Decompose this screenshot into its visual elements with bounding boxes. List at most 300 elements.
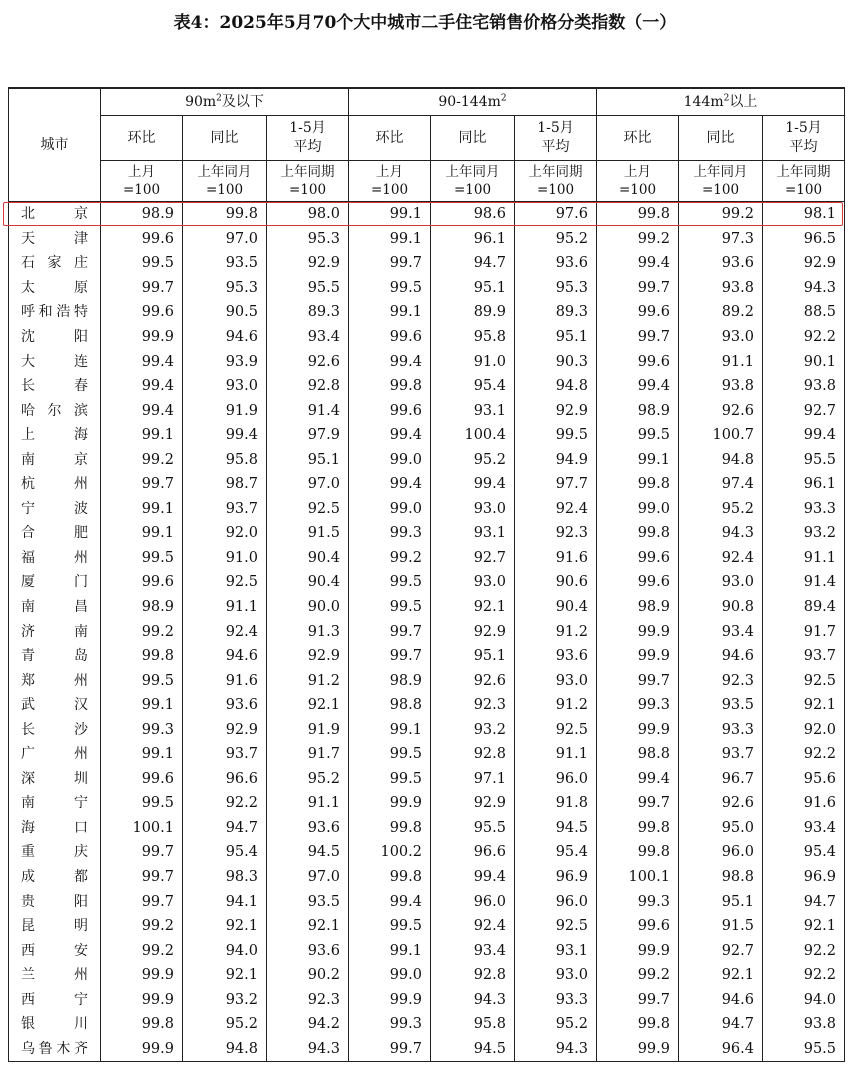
value-cell: 99.7: [101, 276, 183, 301]
value-cell: 94.3: [267, 1037, 349, 1062]
value-cell: 98.3: [183, 865, 267, 890]
city-cell: 沈阳: [9, 325, 101, 350]
value-cell: 95.1: [267, 447, 349, 472]
value-cell: 92.1: [267, 914, 349, 939]
value-cell: 91.9: [183, 398, 267, 423]
value-cell: 99.8: [349, 816, 431, 841]
table-row: [9, 717, 845, 742]
value-cell: 94.7: [183, 816, 267, 841]
value-cell: 91.5: [679, 914, 763, 939]
city-cell: 西安: [9, 938, 101, 963]
avg-header: 1-5月 平均: [763, 116, 845, 161]
city-cell: 银川: [9, 1012, 101, 1037]
value-cell: 94.0: [183, 938, 267, 963]
value-cell: 95.5: [431, 816, 515, 841]
value-cell: 96.0: [679, 840, 763, 865]
value-cell: 91.6: [763, 791, 845, 816]
value-cell: 92.9: [515, 398, 597, 423]
value-cell: 99.4: [349, 349, 431, 374]
value-cell: 99.1: [101, 497, 183, 522]
table-row: [9, 791, 845, 816]
value-cell: 100.1: [101, 816, 183, 841]
value-cell: 97.6: [515, 202, 597, 227]
value-cell: 92.2: [763, 963, 845, 988]
value-cell: 91.1: [515, 742, 597, 767]
value-cell: 99.8: [597, 1012, 679, 1037]
value-cell: 99.6: [101, 570, 183, 595]
value-cell: 94.8: [679, 447, 763, 472]
mom-header: 环比: [101, 116, 183, 161]
value-cell: 92.0: [763, 717, 845, 742]
value-cell: 99.4: [349, 472, 431, 497]
value-cell: 95.8: [183, 447, 267, 472]
value-cell: 92.7: [679, 938, 763, 963]
table-row: [9, 840, 845, 865]
value-cell: 93.0: [183, 374, 267, 399]
value-cell: 91.8: [515, 791, 597, 816]
value-cell: 93.3: [679, 717, 763, 742]
value-cell: 91.1: [183, 595, 267, 620]
value-cell: 94.2: [267, 1012, 349, 1037]
value-cell: 99.7: [349, 619, 431, 644]
value-cell: 95.3: [515, 276, 597, 301]
value-cell: 92.0: [183, 521, 267, 546]
value-cell: 94.5: [515, 816, 597, 841]
value-cell: 99.6: [597, 546, 679, 571]
value-cell: 99.7: [597, 791, 679, 816]
value-cell: 95.1: [431, 276, 515, 301]
value-cell: 92.6: [267, 349, 349, 374]
table-row: [9, 693, 845, 718]
city-cell: 济南: [9, 619, 101, 644]
table-row: [9, 1037, 845, 1062]
value-cell: 92.1: [183, 963, 267, 988]
avg-header: 1-5月 平均: [267, 116, 349, 161]
value-cell: 91.3: [267, 619, 349, 644]
city-cell: 重庆: [9, 840, 101, 865]
table-row: [9, 300, 845, 325]
value-cell: 92.6: [679, 791, 763, 816]
city-cell: 大连: [9, 349, 101, 374]
value-cell: 98.1: [763, 202, 845, 227]
city-cell: 武汉: [9, 693, 101, 718]
value-cell: 97.1: [431, 767, 515, 792]
value-cell: 99.5: [101, 791, 183, 816]
value-cell: 95.5: [267, 276, 349, 301]
value-cell: 90.4: [515, 595, 597, 620]
city-cell: 兰州: [9, 963, 101, 988]
value-cell: 99.7: [349, 1037, 431, 1062]
value-cell: 89.4: [763, 595, 845, 620]
value-cell: 99.3: [597, 889, 679, 914]
city-cell: 上海: [9, 423, 101, 448]
value-cell: 97.9: [267, 423, 349, 448]
value-cell: 93.4: [679, 619, 763, 644]
value-cell: 99.1: [101, 693, 183, 718]
city-cell: 深圳: [9, 767, 101, 792]
value-cell: 94.7: [431, 251, 515, 276]
value-cell: 95.5: [763, 1037, 845, 1062]
value-cell: 95.4: [763, 840, 845, 865]
value-cell: 89.3: [515, 300, 597, 325]
value-cell: 93.8: [763, 1012, 845, 1037]
value-cell: 93.0: [515, 668, 597, 693]
value-cell: 99.1: [101, 521, 183, 546]
value-cell: 97.0: [267, 472, 349, 497]
value-cell: 99.2: [101, 914, 183, 939]
value-cell: 93.6: [267, 816, 349, 841]
yoy-header: 同比: [183, 116, 267, 161]
value-cell: 92.9: [267, 644, 349, 669]
table-row: [9, 398, 845, 423]
city-cell: 天津: [9, 227, 101, 252]
value-cell: 93.0: [431, 570, 515, 595]
value-cell: 91.6: [183, 668, 267, 693]
value-cell: 92.2: [763, 938, 845, 963]
city-cell: 石家庄: [9, 251, 101, 276]
value-cell: 95.0: [679, 816, 763, 841]
value-cell: 96.9: [763, 865, 845, 890]
value-cell: 93.8: [679, 374, 763, 399]
value-cell: 98.7: [183, 472, 267, 497]
value-cell: 97.4: [679, 472, 763, 497]
table-row: [9, 472, 845, 497]
value-cell: 99.4: [349, 423, 431, 448]
value-cell: 99.4: [101, 374, 183, 399]
value-cell: 93.0: [431, 497, 515, 522]
value-cell: 95.3: [183, 276, 267, 301]
mom-base-header: 上月 =100: [101, 161, 183, 202]
value-cell: 99.8: [597, 816, 679, 841]
table-row: [9, 816, 845, 841]
value-cell: 93.4: [267, 325, 349, 350]
value-cell: 99.4: [183, 423, 267, 448]
value-cell: 93.5: [183, 251, 267, 276]
value-cell: 94.8: [515, 374, 597, 399]
value-cell: 99.5: [101, 668, 183, 693]
value-cell: 99.1: [101, 742, 183, 767]
value-cell: 91.2: [267, 668, 349, 693]
value-cell: 96.7: [679, 767, 763, 792]
value-cell: 94.3: [431, 988, 515, 1013]
value-cell: 95.2: [431, 447, 515, 472]
value-cell: 96.1: [763, 472, 845, 497]
value-cell: 99.2: [101, 938, 183, 963]
value-cell: 94.6: [183, 644, 267, 669]
value-cell: 99.5: [101, 546, 183, 571]
value-cell: 93.8: [763, 374, 845, 399]
value-cell: 99.7: [597, 668, 679, 693]
value-cell: 95.8: [431, 325, 515, 350]
value-cell: 93.0: [515, 963, 597, 988]
value-cell: 97.3: [679, 227, 763, 252]
table-row: [9, 423, 845, 448]
value-cell: 94.5: [431, 1037, 515, 1062]
avg-base-header: 上年同期 =100: [515, 161, 597, 202]
value-cell: 92.4: [515, 497, 597, 522]
value-cell: 91.5: [267, 521, 349, 546]
city-column-header: 城市: [9, 88, 101, 202]
city-cell: 长沙: [9, 717, 101, 742]
value-cell: 97.0: [267, 865, 349, 890]
value-cell: 93.0: [679, 325, 763, 350]
table-row: [9, 988, 845, 1013]
value-cell: 93.0: [679, 570, 763, 595]
value-cell: 100.2: [349, 840, 431, 865]
value-cell: 99.2: [349, 546, 431, 571]
value-cell: 94.7: [679, 1012, 763, 1037]
value-cell: 95.3: [267, 227, 349, 252]
value-cell: 92.4: [431, 914, 515, 939]
value-cell: 100.4: [431, 423, 515, 448]
value-cell: 93.1: [431, 398, 515, 423]
value-cell: 92.9: [763, 251, 845, 276]
value-cell: 92.3: [431, 693, 515, 718]
value-cell: 91.2: [515, 693, 597, 718]
value-cell: 99.4: [431, 472, 515, 497]
group-header-small: $90m^2$及以下: [101, 88, 349, 116]
value-cell: 99.1: [101, 423, 183, 448]
value-cell: 99.2: [679, 202, 763, 227]
value-cell: 93.6: [183, 693, 267, 718]
value-cell: 93.1: [431, 521, 515, 546]
value-cell: 94.9: [515, 447, 597, 472]
value-cell: 99.4: [101, 349, 183, 374]
value-cell: 93.1: [515, 938, 597, 963]
value-cell: 90.5: [183, 300, 267, 325]
table-row: [9, 349, 845, 374]
value-cell: 99.4: [431, 865, 515, 890]
value-cell: 99.5: [349, 914, 431, 939]
value-cell: 96.0: [515, 889, 597, 914]
value-cell: 99.7: [349, 251, 431, 276]
mom-base-header: 上月 =100: [597, 161, 679, 202]
value-cell: 98.9: [101, 202, 183, 227]
table-row: [9, 963, 845, 988]
value-cell: 92.1: [679, 963, 763, 988]
table-row: [9, 227, 845, 252]
table-row: [9, 497, 845, 522]
value-cell: 99.0: [349, 497, 431, 522]
value-cell: 93.6: [515, 251, 597, 276]
table-row: [9, 546, 845, 571]
value-cell: 92.7: [431, 546, 515, 571]
value-cell: 95.4: [431, 374, 515, 399]
value-cell: 96.4: [679, 1037, 763, 1062]
value-cell: 94.8: [183, 1037, 267, 1062]
value-cell: 99.9: [597, 619, 679, 644]
value-cell: 99.6: [349, 325, 431, 350]
value-cell: 91.1: [267, 791, 349, 816]
value-cell: 92.3: [515, 521, 597, 546]
value-cell: 91.4: [763, 570, 845, 595]
value-cell: 92.9: [431, 791, 515, 816]
table-row: [9, 865, 845, 890]
value-cell: 92.3: [267, 988, 349, 1013]
value-cell: 92.4: [183, 619, 267, 644]
value-cell: 92.5: [763, 668, 845, 693]
value-cell: 90.1: [763, 349, 845, 374]
value-cell: 92.7: [763, 398, 845, 423]
value-cell: 93.2: [183, 988, 267, 1013]
value-cell: 90.0: [267, 595, 349, 620]
table-body: [9, 202, 845, 1062]
yoy-base-header: 上年同月 =100: [183, 161, 267, 202]
value-cell: 98.8: [597, 742, 679, 767]
value-cell: 98.9: [597, 398, 679, 423]
value-cell: 95.4: [515, 840, 597, 865]
value-cell: 92.6: [679, 398, 763, 423]
value-cell: 93.6: [267, 938, 349, 963]
value-cell: 99.2: [597, 227, 679, 252]
value-cell: 99.3: [101, 717, 183, 742]
value-cell: 94.3: [515, 1037, 597, 1062]
value-cell: 99.4: [763, 423, 845, 448]
table-row: [9, 938, 845, 963]
value-cell: 99.6: [101, 767, 183, 792]
value-cell: 99.5: [349, 742, 431, 767]
value-cell: 96.9: [515, 865, 597, 890]
value-cell: 99.5: [597, 423, 679, 448]
city-cell: 昆明: [9, 914, 101, 939]
value-cell: 99.6: [101, 300, 183, 325]
value-cell: 94.6: [679, 644, 763, 669]
value-cell: 99.5: [349, 276, 431, 301]
value-cell: 99.3: [349, 1012, 431, 1037]
value-cell: 93.3: [515, 988, 597, 1013]
avg-base-header: 上年同期 =100: [267, 161, 349, 202]
value-cell: 99.1: [349, 202, 431, 227]
value-cell: 99.5: [349, 767, 431, 792]
value-cell: 91.0: [431, 349, 515, 374]
value-cell: 92.1: [183, 914, 267, 939]
value-cell: 99.6: [597, 349, 679, 374]
mom-header: 环比: [597, 116, 679, 161]
value-cell: 99.7: [349, 644, 431, 669]
value-cell: 92.4: [679, 546, 763, 571]
table-row: [9, 374, 845, 399]
value-cell: 90.3: [515, 349, 597, 374]
value-cell: 98.0: [267, 202, 349, 227]
value-cell: 99.5: [515, 423, 597, 448]
value-cell: 92.1: [763, 693, 845, 718]
value-cell: 99.5: [349, 595, 431, 620]
value-cell: 99.8: [349, 374, 431, 399]
value-cell: 99.1: [597, 447, 679, 472]
value-cell: 93.8: [679, 276, 763, 301]
value-cell: 93.7: [183, 742, 267, 767]
city-cell: 呼和浩特: [9, 300, 101, 325]
mom-header: 环比: [349, 116, 431, 161]
value-cell: 95.1: [431, 644, 515, 669]
value-cell: 99.6: [597, 914, 679, 939]
yoy-header: 同比: [431, 116, 515, 161]
value-cell: 89.3: [267, 300, 349, 325]
value-cell: 92.9: [183, 717, 267, 742]
value-cell: 99.7: [101, 840, 183, 865]
value-cell: 89.9: [431, 300, 515, 325]
value-cell: 93.2: [763, 521, 845, 546]
value-cell: 92.9: [267, 251, 349, 276]
city-cell: 厦门: [9, 570, 101, 595]
city-cell: 杭州: [9, 472, 101, 497]
avg-header: 1-5月 平均: [515, 116, 597, 161]
table-row: [9, 619, 845, 644]
table-row: [9, 251, 845, 276]
value-cell: 99.7: [101, 889, 183, 914]
city-cell: 太原: [9, 276, 101, 301]
city-cell: 北京: [9, 202, 101, 227]
value-cell: 91.0: [183, 546, 267, 571]
city-cell: 贵阳: [9, 889, 101, 914]
value-cell: 99.8: [597, 840, 679, 865]
table-row: [9, 202, 845, 227]
value-cell: 95.2: [679, 497, 763, 522]
value-cell: 94.3: [763, 276, 845, 301]
value-cell: 99.6: [349, 398, 431, 423]
city-cell: 乌鲁木齐: [9, 1037, 101, 1062]
yoy-base-header: 上年同月 =100: [679, 161, 763, 202]
value-cell: 99.6: [597, 570, 679, 595]
value-cell: 99.1: [349, 227, 431, 252]
value-cell: 92.1: [267, 693, 349, 718]
value-cell: 95.4: [183, 840, 267, 865]
value-cell: 95.2: [267, 767, 349, 792]
table-row: [9, 1012, 845, 1037]
city-cell: 南京: [9, 447, 101, 472]
value-cell: 99.1: [349, 717, 431, 742]
city-cell: 福州: [9, 546, 101, 571]
value-cell: 91.1: [679, 349, 763, 374]
value-cell: 99.7: [597, 276, 679, 301]
value-cell: 99.9: [597, 644, 679, 669]
city-cell: 西宁: [9, 988, 101, 1013]
value-cell: 90.6: [515, 570, 597, 595]
value-cell: 98.9: [349, 668, 431, 693]
value-cell: 98.6: [431, 202, 515, 227]
value-cell: 91.4: [267, 398, 349, 423]
value-cell: 100.7: [679, 423, 763, 448]
price-index-table: [8, 87, 845, 1062]
value-cell: 93.4: [763, 816, 845, 841]
value-cell: 92.5: [267, 497, 349, 522]
value-cell: 99.4: [101, 398, 183, 423]
table-row: [9, 644, 845, 669]
city-cell: 长春: [9, 374, 101, 399]
value-cell: 99.2: [101, 447, 183, 472]
value-cell: 94.1: [183, 889, 267, 914]
yoy-base-header: 上年同月 =100: [431, 161, 515, 202]
value-cell: 99.7: [101, 865, 183, 890]
city-cell: 青岛: [9, 644, 101, 669]
value-cell: 99.2: [597, 963, 679, 988]
city-cell: 合肥: [9, 521, 101, 546]
value-cell: 93.7: [183, 497, 267, 522]
value-cell: 94.6: [183, 325, 267, 350]
value-cell: 98.9: [101, 595, 183, 620]
table-row: [9, 889, 845, 914]
value-cell: 92.5: [515, 717, 597, 742]
value-cell: 99.8: [597, 472, 679, 497]
value-cell: 92.2: [183, 791, 267, 816]
value-cell: 98.8: [349, 693, 431, 718]
value-cell: 90.2: [267, 963, 349, 988]
value-cell: 94.0: [763, 988, 845, 1013]
value-cell: 99.9: [101, 1037, 183, 1062]
table-row: [9, 914, 845, 939]
value-cell: 99.9: [101, 963, 183, 988]
value-cell: 99.3: [597, 693, 679, 718]
